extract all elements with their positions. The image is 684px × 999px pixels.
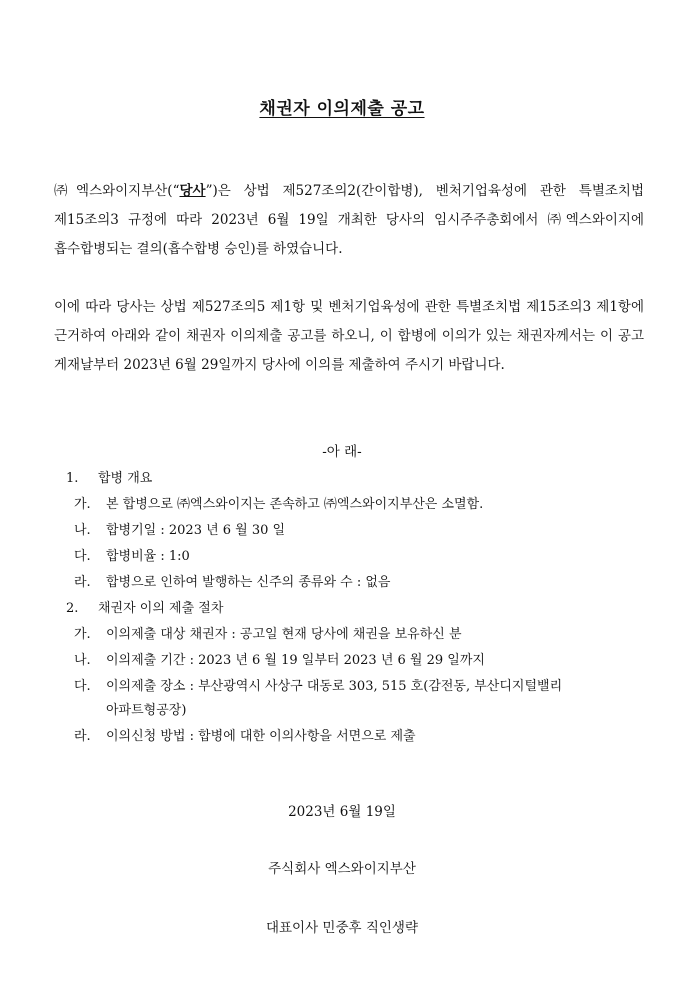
item-marker: 나. xyxy=(74,653,91,668)
item-marker: 가. xyxy=(74,497,91,512)
notice-date: 2023년 6월 19일 xyxy=(288,804,396,820)
list-item xyxy=(74,675,562,694)
para1-suffix: ”)은 상법 제527조의2(간이합병), 벤처기업육성에 관한 특별조치법 제15조의3 규정에 따라 2023년 6월 19일 개최한 당사의 임시주주총회에서 ㈜엑스와이지에 흡수합병되는 결의(흡수합병 승인)를 하였습니다. xyxy=(54,183,644,257)
item-marker: 가. xyxy=(74,627,91,642)
para1-prefix: ㈜엑스와이지부산(“ xyxy=(54,183,180,199)
item-text: 이의제출 기간 : 2023 년 6 월 19 일부터 2023 년 6 월 29 일까지 xyxy=(106,653,485,668)
paragraph-merger-resolution xyxy=(54,177,644,264)
list-item xyxy=(74,519,285,538)
list-item xyxy=(74,571,390,590)
item-marker: 다. xyxy=(74,679,91,694)
below-marker: -아 래- xyxy=(322,444,362,460)
item-text: 본 합병으로 ㈜엑스와이지는 존속하고 ㈜엑스와이지부산은 소멸함. xyxy=(106,497,484,512)
item-text: 이의제출 장소 : 부산광역시 사상구 대동로 303, 515 호(감전동, 부산디지털밸리 xyxy=(106,679,563,694)
list-item xyxy=(74,545,190,564)
list-item-continuation: 아파트형공장) xyxy=(106,703,187,718)
section-title: 합병 개요 xyxy=(98,471,153,486)
para1-defined-term: 당사 xyxy=(179,183,206,199)
item-text: 합병기일 : 2023 년 6 월 30 일 xyxy=(106,523,286,538)
item-marker: 나. xyxy=(74,523,91,538)
item-marker: 라. xyxy=(74,575,91,590)
paragraph-creditor-objection: 이에 따라 당사는 상법 제527조의5 제1항 및 벤처기업육성에 관한 특별조치법 제15조의3 제1항에 근거하여 아래와 같이 채권자 이의제출 공고를 하오니, 이 합병에 이의가 있는 채권자께서는 이 공고 게재날부터 2023년 6월 29일까지 당사에 이의를 제출하여 주시기 바랍니다. xyxy=(54,299,644,373)
item-marker: 라. xyxy=(74,729,91,744)
list-item xyxy=(74,493,483,512)
section-1-heading xyxy=(66,467,152,486)
company-name: 주식회사 엑스와이지부산 xyxy=(268,861,416,877)
section-title: 채권자 이의 제출 절차 xyxy=(98,601,224,616)
section-2-heading xyxy=(66,597,223,616)
section-number: 1. xyxy=(66,471,79,486)
item-text: 합병으로 인하여 발행하는 신주의 종류와 수 : 없음 xyxy=(106,575,391,590)
representative-line: 대표이사 민중후 직인생략 xyxy=(265,920,419,936)
list-item xyxy=(74,725,416,744)
list-item xyxy=(74,623,462,642)
item-marker: 다. xyxy=(74,549,91,564)
item-text: 이의제출 대상 채권자 : 공고일 현재 당사에 채권을 보유하신 분 xyxy=(106,627,462,642)
section-number: 2. xyxy=(66,601,79,616)
document-title: 채권자 이의제출 공고 xyxy=(259,99,425,119)
list-item xyxy=(74,649,485,668)
item-text: 이의신청 방법 : 합병에 대한 이의사항을 서면으로 제출 xyxy=(106,729,416,744)
item-text: 합병비율 : 1:0 xyxy=(106,549,190,564)
